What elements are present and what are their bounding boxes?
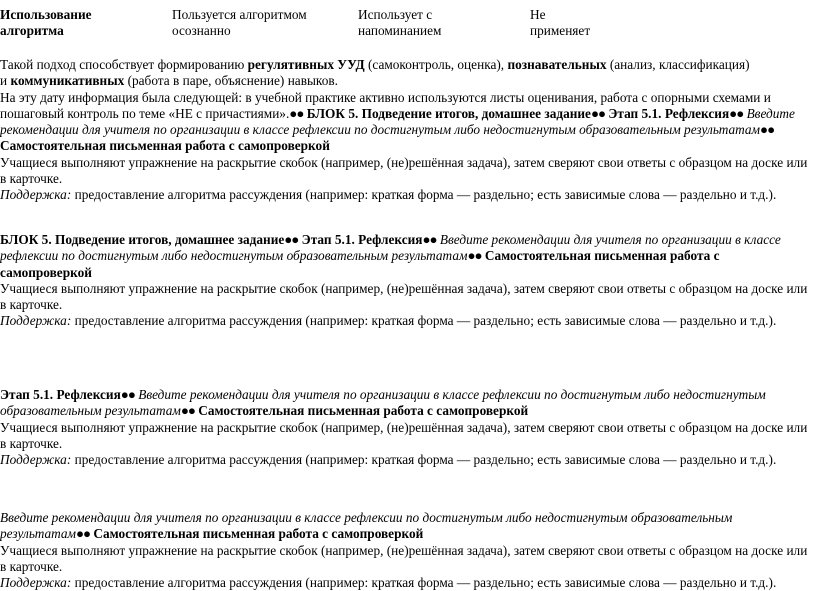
self-check-heading: Самостоятельная письменная работа с самопроверкой [0,138,330,154]
text-run: (самоконтроль, оценка), [364,57,508,72]
bullet-dots: ●● [760,122,775,138]
block5-heading: БЛОК 5. Подведение итогов, домашнее задание [0,232,285,247]
stage-heading: Этап 5.1. [608,105,662,121]
text-run: познавательных [507,57,607,72]
support-line [0,575,812,591]
pupils-task: Учащиеся выполняют упражнение на раскрытие скобок (например, (не)решённая задача), затем сверяют свои ответы с образцом на доске или в карточке. [0,542,808,574]
pupils-task: Учащиеся выполняют упражнение на раскрытие скобок (например, (не)решённая задача), затем сверяют свои ответы с образцом на доске или в карточке. [0,280,808,313]
self-check-heading: Самостоятельная письменная работа с самопроверкой [0,248,720,280]
block5-heading: БЛОК 5. Подведение итогов, домашнее задание [306,105,591,121]
support-line [0,187,812,203]
header-cell-not-applied: Не применяет [530,7,591,39]
text-run: регулятивных УУД [247,57,365,72]
bullet-dots: ●● [590,105,606,121]
section-recommendation [0,510,812,591]
teacher-recommendation: Введите рекомендации для учителя по организации в классе рефлексии по достигнутым либо недостигнутым образовательным результатам [0,232,781,264]
section-block5 [0,232,812,330]
bullet-dots: ●● [422,232,437,247]
stage-heading: Этап 5.1. [301,232,355,247]
bullet-dots: ●● [467,248,482,264]
text-run: (работа в паре, объяснение) навыков. [124,73,338,89]
header-cell-with-reminder: Использует с напоминанием [358,7,442,39]
teacher-recommendation: Введите рекомендации для учителя по организации в классе рефлексии по достигнутым либо недостигнутым образовательным результатам [0,387,766,419]
teacher-recommendation: Введите рекомендации для учителя по организации в классе рефлексии по достигнутым либо недостигнутым образовательным результатам [0,510,733,542]
section-intro [0,57,812,204]
stage-paragraph [0,387,812,420]
support-line [0,313,812,329]
reflection-heading: Рефлексия [358,232,423,247]
stage-heading: Этап 5.1. [0,387,54,402]
bullet-dots: ●● [729,105,744,121]
reflection-heading: Рефлексия [56,387,121,402]
support-line [0,452,812,468]
text-run: (анализ, классификация) [606,57,750,72]
text-run: Поддержка: [0,575,72,591]
header-cell-algorithm-use: Использование алгоритма [0,7,92,39]
bullet-dots: ●● [289,105,304,121]
text-run: Поддержка: [0,187,72,203]
text-run: Такой подход способствует формированию [0,57,248,72]
intro-paragraph-skills [0,57,812,90]
self-check-heading: Самостоятельная письменная работа с самопроверкой [198,403,529,419]
text-run: коммуникативных [10,73,125,89]
text-run: предоставление алгоритма рассуждения (например: краткая форма — раздельно; есть зависимые слова — раздельно и т.д.). [71,575,777,591]
block5-paragraph [0,232,812,281]
self-check-heading: Самостоятельная письменная работа с самопроверкой [93,526,424,542]
section-stage51 [0,387,812,468]
text-run: предоставление алгоритма рассуждения (например: краткая форма — раздельно; есть зависимые слова — раздельно и т.д.). [71,187,777,203]
reflection-heading: Рефлексия [664,105,730,121]
pupils-task: Учащиеся выполняют упражнение на раскрытие скобок (например, (не)решённая задача), затем сверяют свои ответы с образцом на доске или в карточке. [0,419,808,451]
text-run: Поддержка: [0,452,72,468]
text-run: предоставление алгоритма рассуждения (например: краткая форма — раздельно; есть зависимые слова — раздельно и т.д.). [71,313,777,329]
bullet-dots: ●● [180,403,195,419]
recommendation-paragraph [0,510,812,543]
bullet-dots: ●● [284,232,299,247]
text-run: На эту дату информация была следующей: в учебной практике активно используются листы оценивания, работа с опорными схемами и пошаговый контроль по теме «НЕ с причастиями». [0,89,771,121]
text-run: и [0,73,11,89]
text-run: Поддержка: [0,313,72,329]
pupils-task: Учащиеся выполняют упражнение на раскрытие скобок (например, (не)решённая задача), затем сверяют свои ответы с образцом на доске или в карточке. [0,154,808,187]
bullet-dots: ●● [76,526,91,542]
header-cell-conscious: Пользуется алгоритмом осознанно [172,7,307,39]
assessment-table-header [0,7,816,41]
bullet-dots: ●● [120,387,135,402]
text-run: предоставление алгоритма рассуждения (например: краткая форма — раздельно; есть зависимые слова — раздельно и т.д.). [71,452,777,468]
teacher-recommendation: Введите рекомендации для учителя по организации в классе рефлексии по достигнутым либо недостигнутым образовательным результатам [0,105,795,138]
intro-paragraph-info [0,90,812,155]
